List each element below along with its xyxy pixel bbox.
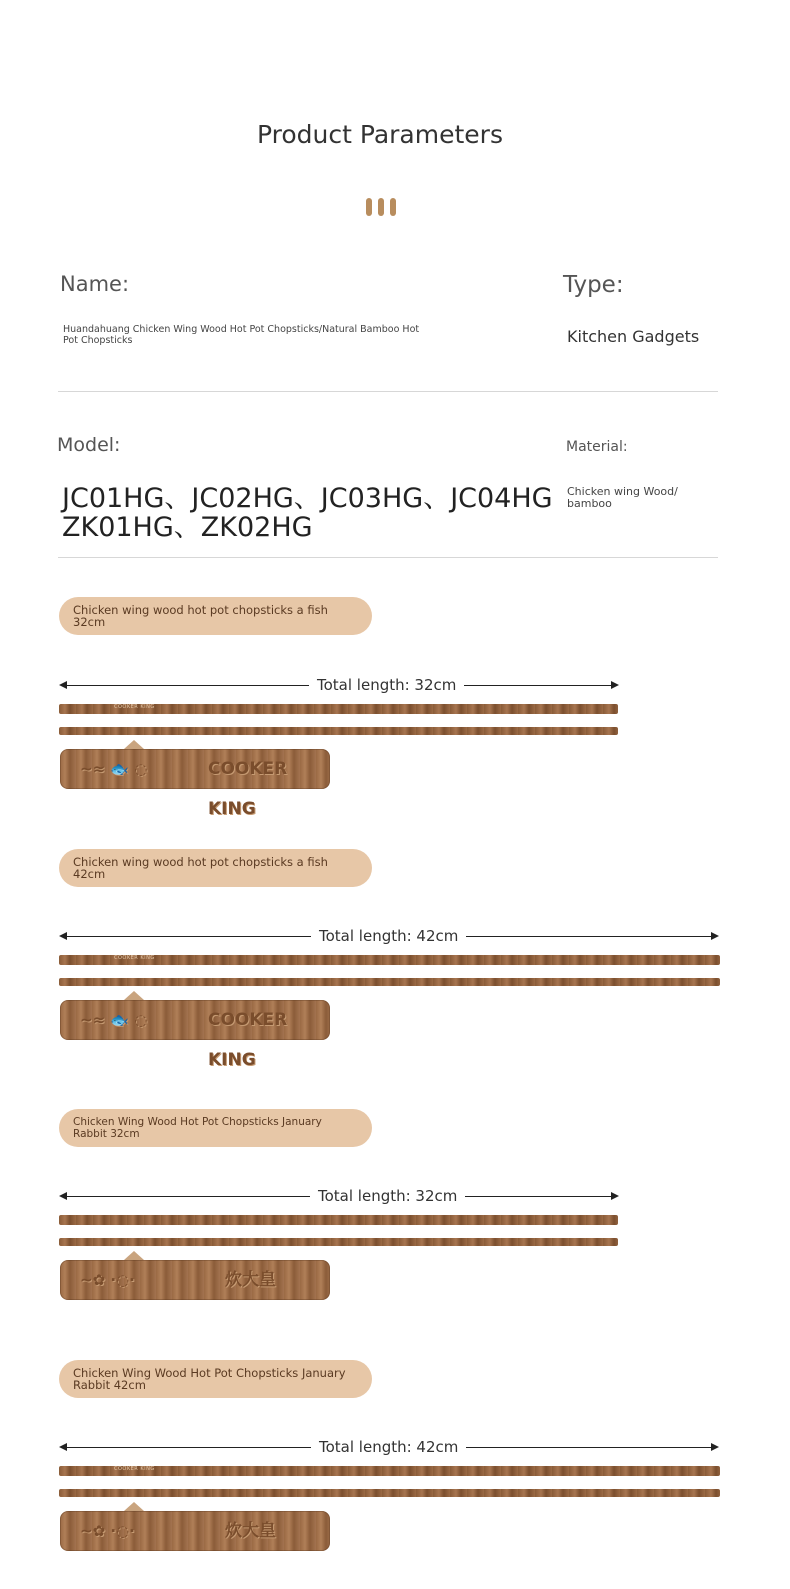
fish-engraving-icon: ~≈ 🐟 ◌ <box>80 1011 148 1029</box>
type-label: Type: <box>563 272 624 298</box>
chopstick: COOKER KING <box>59 704 618 714</box>
length-text: Total length: 32cm <box>309 676 464 694</box>
length-dimension <box>59 1438 719 1458</box>
length-text: Total length: 42cm <box>311 1438 466 1456</box>
rabbit-engraving-icon: ~✿ ·◌· <box>80 1522 135 1540</box>
chopstick <box>59 1489 720 1497</box>
chopstick: COOKER KING <box>59 955 720 965</box>
model-label: Model: <box>57 434 121 456</box>
name-value: Huandahuang Chicken Wing Wood Hot Pot Chopsticks/Natural Bamboo Hot Pot Chopsticks <box>63 324 420 346</box>
engraved-tag <box>60 749 330 819</box>
model-value-line1: JC01HG、JC02HG、JC03HG、JC04HG <box>62 483 553 514</box>
chopstick <box>59 1215 618 1225</box>
brand-engraving: COOKER KING <box>208 759 288 819</box>
length-dimension <box>59 1187 619 1207</box>
pointer-icon <box>124 740 144 749</box>
rabbit-engraving-icon: ~✿ ·◌· <box>80 1271 135 1289</box>
pointer-icon <box>124 1502 144 1511</box>
length-text: Total length: 42cm <box>311 927 466 945</box>
brand-engraving: 炊大皇 <box>225 1270 276 1290</box>
engraved-tag <box>60 1260 330 1300</box>
length-dimension <box>59 676 619 696</box>
material-value: Chicken wing Wood/ bamboo <box>567 485 678 510</box>
divider-top <box>58 391 718 392</box>
chopstick: COOKER KING <box>59 1466 720 1476</box>
divider-bottom <box>58 557 718 558</box>
brand-engraving: COOKER KING <box>208 1010 288 1070</box>
chopstick <box>59 978 720 986</box>
fish-engraving-icon: ~≈ 🐟 ◌ <box>80 760 148 778</box>
pointer-icon <box>124 991 144 1000</box>
decorative-bars-icon <box>366 198 396 216</box>
material-label: Material: <box>566 439 628 455</box>
page-title: Product Parameters <box>257 120 503 149</box>
length-dimension <box>59 927 719 947</box>
engraved-tag <box>60 1000 330 1070</box>
engraved-tag <box>60 1511 330 1551</box>
product-label-pill: Chicken wing wood hot pot chopsticks a fish 42cm <box>59 849 372 887</box>
product-label-pill: Chicken wing wood hot pot chopsticks a fish 32cm <box>59 597 372 635</box>
product-label-pill: Chicken Wing Wood Hot Pot Chopsticks January Rabbit 32cm <box>59 1109 372 1147</box>
pointer-icon <box>124 1251 144 1260</box>
name-label: Name: <box>60 272 130 296</box>
type-value: Kitchen Gadgets <box>567 327 700 346</box>
chopstick <box>59 727 618 735</box>
chopstick <box>59 1238 618 1246</box>
model-value-line2: ZK01HG、ZK02HG <box>62 512 313 543</box>
brand-engraving: 炊大皇 <box>225 1521 276 1541</box>
product-label-pill: Chicken Wing Wood Hot Pot Chopsticks January Rabbit 42cm <box>59 1360 372 1398</box>
length-text: Total length: 32cm <box>310 1187 465 1205</box>
